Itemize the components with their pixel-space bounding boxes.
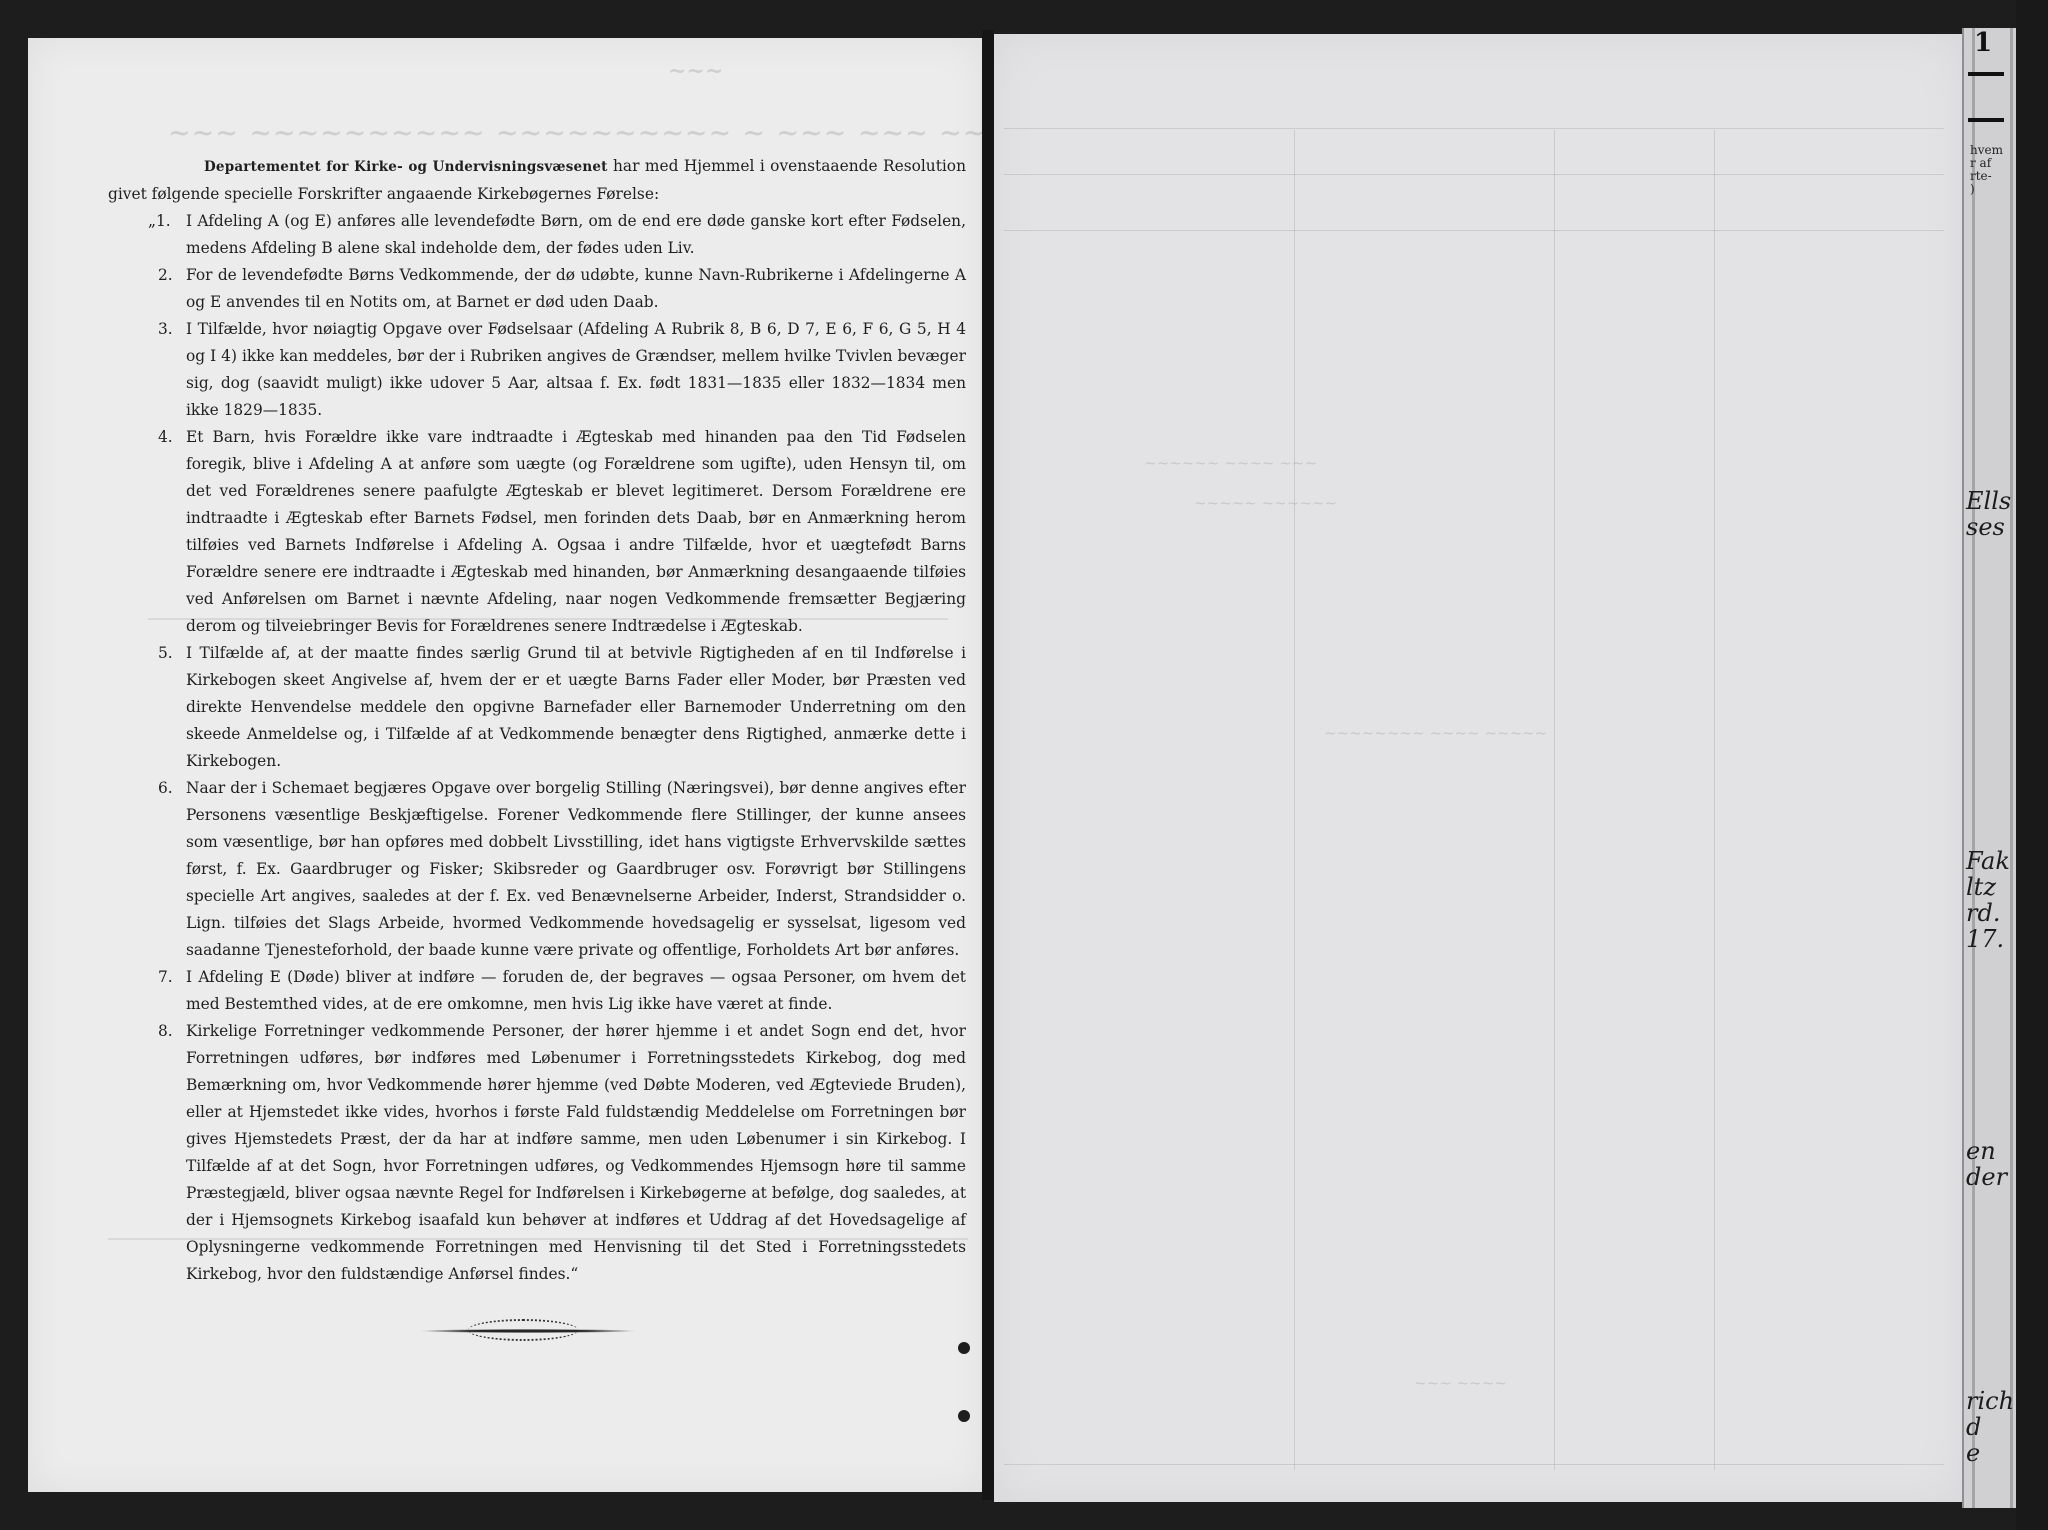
department-name: Departementet for Kirke- og Undervisningsvæsenet	[204, 159, 608, 175]
left-page	[28, 38, 1572, 1492]
bleed-handwriting: ~~~~~~~~ ~~~~ ~~~~~	[1324, 724, 1548, 742]
rule-item	[108, 964, 966, 1018]
rule-item	[108, 316, 966, 424]
rule-text: For de levendefødte Børns Vedkommende, der dø udøbte, kunne Navn-Rubrikerne i Afdelingerne A og E anvendes til en Notits om, at Barnet er død uden Daab.	[186, 266, 966, 311]
edge-handwriting: en der	[1966, 1137, 2008, 1191]
rule-number: 2.	[158, 266, 173, 284]
rule-number: 3.	[158, 320, 173, 338]
bleed-ruling	[1004, 174, 1944, 175]
binding-hole	[958, 1410, 970, 1422]
rule-text: Et Barn, hvis Forældre ikke vare indtraadte i Ægteskab med hinanden paa den Tid Fødselen foregik, blive i Afdeling A at anføre som uægte (og Forældrene som ugifte), uden Hensyn til, om det ved Forældrenes senere paafulgte Ægteskab er blevet legitimeret. Dersom Forældrene ere indtraadte i Ægteskab efter Barnets Fødsel, men forinden dets Daab, bør en Anmærkning herom tilføies ved Barnets Indførelse i Afdeling A. Ogsaa i andre Tilfælde, hvor et uægtefødt Barns Forældre senere ere indtraadte i Ægteskab med hinanden, bør Anmærkning desangaaende tilføies ved Anførelsen om Barnet i nævnte Afdeling, naar nogen Vedkommende fremsætter Begjæring derom og tilveiebringer Bevis for Forældrenes senere Indtrædelse i Ægteskab.	[186, 428, 966, 635]
bleed-ruling	[1004, 128, 1944, 129]
bleed-handwriting: ~~~ ~~~~	[1414, 1374, 1507, 1392]
edge-handwriting: Ells ses	[1966, 487, 2012, 541]
edge-rule	[1968, 72, 2004, 76]
intro-text: har med Hjemmel i ovenstaaende Resolution givet følgende specielle Forskrifter angaaende Kirkebøgernes Førelse:	[108, 157, 966, 203]
edge-handwriting: Fak ltz rd. 17.	[1966, 847, 2010, 953]
next-page-edge	[1962, 28, 2018, 1508]
rule-item	[108, 424, 966, 640]
right-page	[994, 34, 1962, 1502]
rule-number: 4.	[158, 428, 173, 446]
rule-text: Naar der i Schemaet begjæres Opgave over borgelig Stilling (Næringsvei), bør denne angives efter Personens væsentlige Beskjæftigelse. Forener Vedkommende flere Stillinger, der kunne ansees som væsentlige, bør han opføres med dobbelt Livsstilling, idet hans vigtigste Erhvervskilde sættes først, f. Ex. Gaardbruger og Fisker; Skibsreder og Gaardbruger osv. Forøvrigt bør Stillingens specielle Art angives, saaledes at der f. Ex. ved Benævnelserne Arbeider, Inderst, Strandsidder o. Lign. tilføies det Slags Arbeide, hvormed Vedkommende hovedsagelig er sysselsat, ligesom ved saadanne Tjenesteforhold, der baade kunne være private og offentlige, Forholdets Art bør anføres.	[186, 779, 966, 959]
edge-handwriting: rich d e	[1966, 1387, 2015, 1467]
edge-column-header: hvem r af rte- )	[1970, 143, 2003, 196]
rule-item	[108, 640, 966, 775]
rule-number: 8.	[158, 1022, 173, 1040]
bleed-ruling	[1004, 230, 1944, 231]
rule-text: I Tilfælde af, at der maatte findes særlig Grund til at betvivle Rigtigheden af en til Indførelse i Kirkebogen skeet Angivelse af, hvem der er et uægte Barns Fader eller Moder, bør Præsten ved direkte Henvendelse meddele den opgivne Barnefader eller Barnemoder Underretning om den skeede Anmeldelse og, i Tilfælde af at Vedkommende benægter dens Rigtighed, anmærke dette i Kirkebogen.	[186, 644, 966, 770]
rule-number: „1.	[148, 212, 171, 230]
rule-item	[108, 1018, 966, 1288]
bleed-ruling	[1004, 1464, 1944, 1465]
rule-item	[108, 775, 966, 964]
rule-text: I Afdeling A (og E) anføres alle levendefødte Børn, om de end ere døde ganske kort efter Fødselen, medens Afdeling B alene skal indeholde dem, der fødes uden Liv.	[186, 212, 966, 257]
bleed-handwriting: ~~~~~~ ~~~~ ~~~	[1144, 454, 1317, 472]
rule-text: Kirkelige Forretninger vedkommende Personer, der hører hjemme i et andet Sogn end det, hvor Forretningen udføres, bør indføres med Løbenumer i Forretningsstedets Kirkebog, dog med Bemærkning om, hvor Vedkommende hører hjemme (ved Døbte Moderen, ved Ægteviede Bruden), eller at Hjemstedet ikke vides, hvorhos i første Fald fuldstændig Meddelelse om Forretningen bør gives Hjemstedets Præst, der da har at indføre samme, men uden Løbenumer i sin Kirkebog. I Tilfælde af at det Sogn, hvor Forretningen udføres, og Vedkommendes Hjemsogn høre til samme Præstegjæld, bliver ogsaa nævnte Regel for Indførelsen i Kirkebøgerne at befølge, dog saaledes, at der i Hjemsognets Kirkebog isaafald kun behøver at indføres et Uddrag af det Hovedsagelige af Oplysningerne vedkommende Forretningen med Henvisning til det Sted i Forretningsstedets Kirkebog, hvor den fuldstændige Anførsel findes.“	[186, 1022, 966, 1283]
rule-number: 7.	[158, 968, 173, 986]
edge-rule	[1968, 118, 2004, 122]
bleed-ruling	[1554, 130, 1555, 1470]
page-layer-edge	[1972, 28, 1975, 1508]
page-number: 1	[1974, 28, 1993, 58]
rule-item	[108, 262, 966, 316]
ornamental-squiggle	[468, 1319, 578, 1341]
rule-text: I Tilfælde, hvor nøiagtig Opgave over Fødselsaar (Afdeling A Rubrik 8, B 6, D 7, E 6, F 6, G 5, H 4 og I 4) ikke kan meddeles, bør der i Rubriken angives de Grændser, mellem hvilke Tvivlen bevæger sig, dog (saavidt muligt) ikke udover 5 Aar, altsaa f. Ex. født 1831—1835 eller 1832—1834 men ikke 1829—1835.	[186, 320, 966, 419]
ghost-bleed-mark: ~~~	[668, 58, 724, 84]
rule-text: I Afdeling E (Døde) bliver at indføre — foruden de, der begraves — ogsaa Personer, om hvem det med Bestemthed vides, at de ere omkomne, men hvis Lig ikke have været at finde.	[186, 968, 966, 1013]
binding-hole	[958, 1342, 970, 1354]
scan-border	[2016, 0, 2048, 1530]
page-layer-edge	[2010, 28, 2013, 1508]
bleed-ruling	[1714, 130, 1715, 1470]
bleed-handwriting: ~~~~~ ~~~~~~	[1194, 494, 1338, 512]
intro-paragraph	[108, 153, 966, 208]
rule-number: 6.	[158, 779, 173, 797]
ghost-bleed-heading: ~~~ ~~~~~~~~~~ ~~~~~~~~~~ ~ ~~~ ~~~ ~~~~ ~~ ~~~ ~~~~~~~~ ~~~~~~~~	[168, 119, 1572, 148]
rules-list	[108, 208, 966, 1288]
book-gutter	[982, 30, 994, 1500]
regulations-text	[108, 153, 966, 1288]
rule-number: 5.	[158, 644, 173, 662]
bleed-ruling	[1294, 130, 1295, 1470]
rule-item	[108, 208, 966, 262]
